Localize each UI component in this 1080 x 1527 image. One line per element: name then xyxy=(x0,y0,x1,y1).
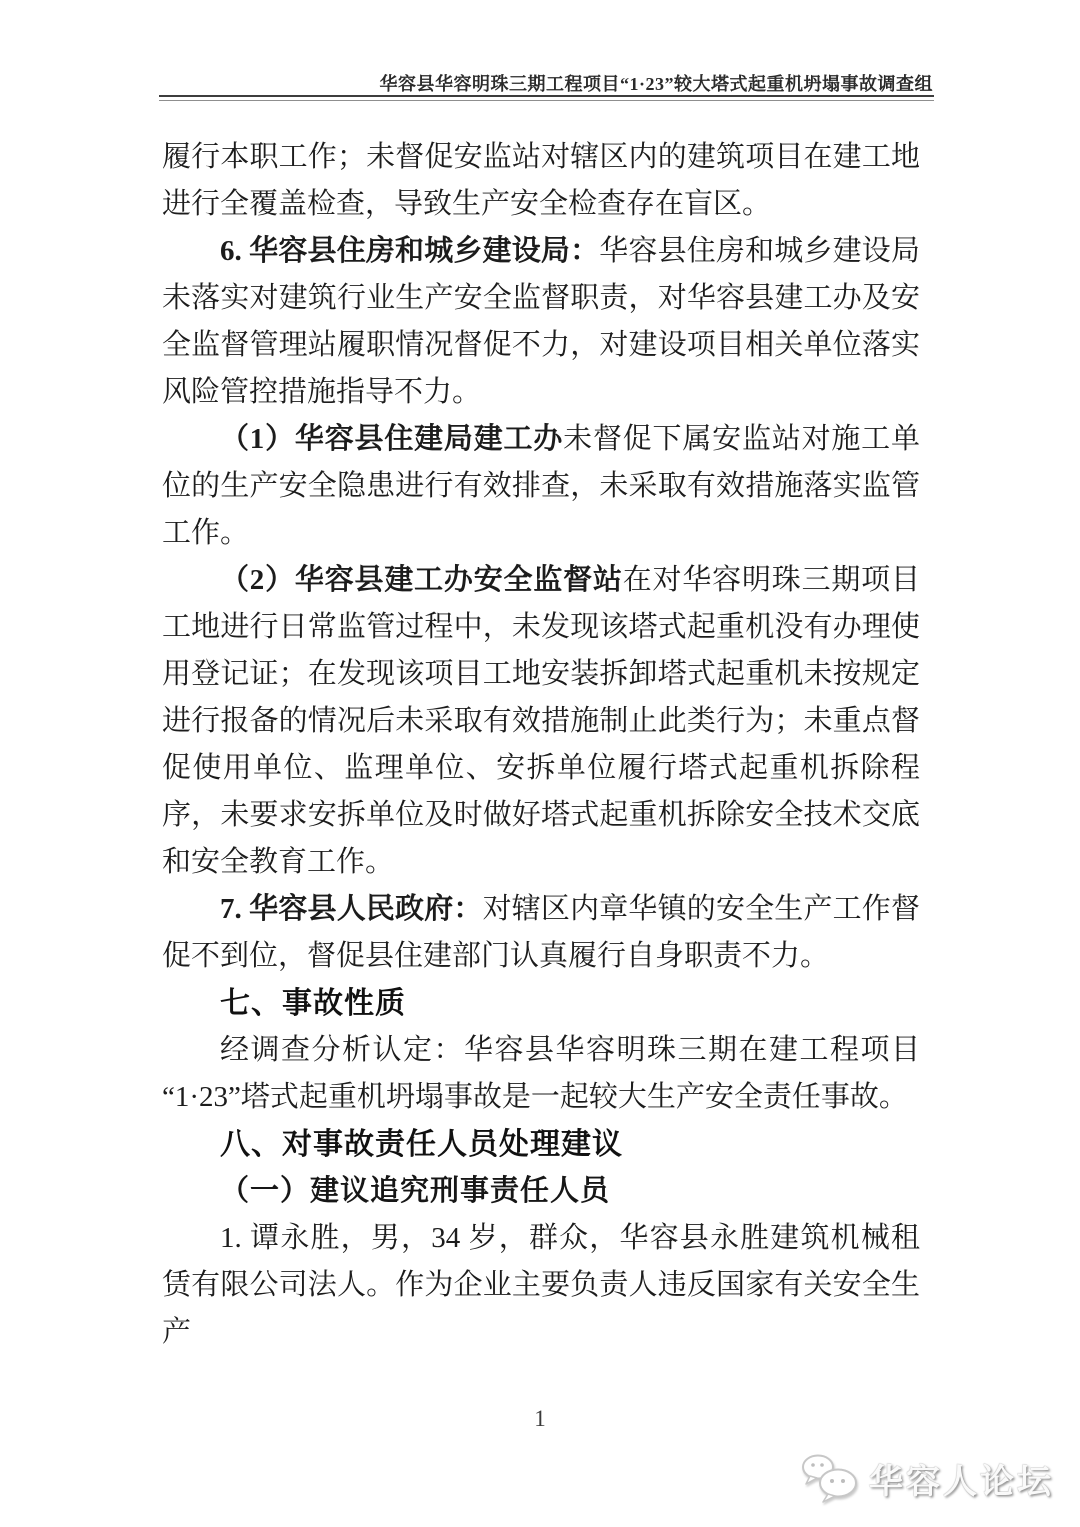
paragraph xyxy=(162,1027,920,1121)
text-run-bold: 七、事故性质 xyxy=(220,987,406,1020)
paragraph xyxy=(162,228,920,416)
text-run: 在对华容明珠三期项目工地进行日常监管过程中，未发现该塔式起重机没有办理使用登记证；在发现该项目工地安装拆卸塔式起重机未按规定进行报备的情况后未采取有效措施制止此类行为；未重点督促使用单位、监理单位、安拆单位履行塔式起重机拆除程序，未要求安拆单位及时做好塔式起重机拆除安全技术交底和安全教育工作。 xyxy=(162,564,920,878)
header-rule xyxy=(159,95,934,101)
header-title: 华容县华容明珠三期工程项目“1·23”较大塔式起重机坍塌事故调查组 xyxy=(379,74,933,94)
text-run-bold: 6. 华容县住房和城乡建设局： xyxy=(220,235,600,267)
text-run-bold: （2）华容县建工办安全监督站 xyxy=(220,564,623,596)
section-heading xyxy=(162,1168,920,1215)
paragraph xyxy=(162,416,920,557)
section-heading xyxy=(162,1121,920,1168)
watermark-text: 华容人论坛 xyxy=(869,1462,1054,1501)
paragraph xyxy=(162,557,920,886)
text-run-bold: 八、对事故责任人员处理建议 xyxy=(220,1128,623,1161)
text-run: 1. 谭永胜，男，34 岁，群众，华容县永胜建筑机械租赁有限公司法人。作为企业主要负责人违反国家有关安全生产 xyxy=(162,1222,920,1348)
text-run: 对辖区内章华镇的安全生产工作督促不到位，督促县住建部门认真履行自身职责不力。 xyxy=(162,893,920,972)
section-heading xyxy=(162,980,920,1027)
watermark xyxy=(801,1453,1054,1503)
page-number: 1 xyxy=(534,1406,546,1431)
paragraph xyxy=(162,886,920,980)
text-run: 履行本职工作；未督促安监站对辖区内的建筑项目在建工地进行全覆盖检查，导致生产安全检查存在盲区。 xyxy=(162,141,920,220)
text-run-bold: （一）建议追究刑事责任人员 xyxy=(220,1175,611,1207)
text-run: 未督促下属安监站对施工单位的生产安全隐患进行有效排查，未采取有效措施落实监管工作。 xyxy=(162,423,920,549)
paragraph xyxy=(162,134,920,228)
paragraph xyxy=(162,1215,920,1356)
text-run-bold: （1）华容县住建局建工办 xyxy=(220,423,564,455)
text-run: 华容县住房和城乡建设局未落实对建筑行业生产安全监督职责，对华容县建工办及安全监督管理站履职情况督促不力，对建设项目相关单位落实风险管控措施指导不力。 xyxy=(162,235,920,408)
text-run: 经调查分析认定：华容县华容明珠三期在建工程项目“1·23”塔式起重机坍塌事故是一起较大生产安全责任事故。 xyxy=(162,1034,920,1113)
document-body xyxy=(162,134,920,1356)
text-run-bold: 7. 华容县人民政府： xyxy=(220,893,483,925)
wechat-logo-icon xyxy=(801,1453,859,1503)
